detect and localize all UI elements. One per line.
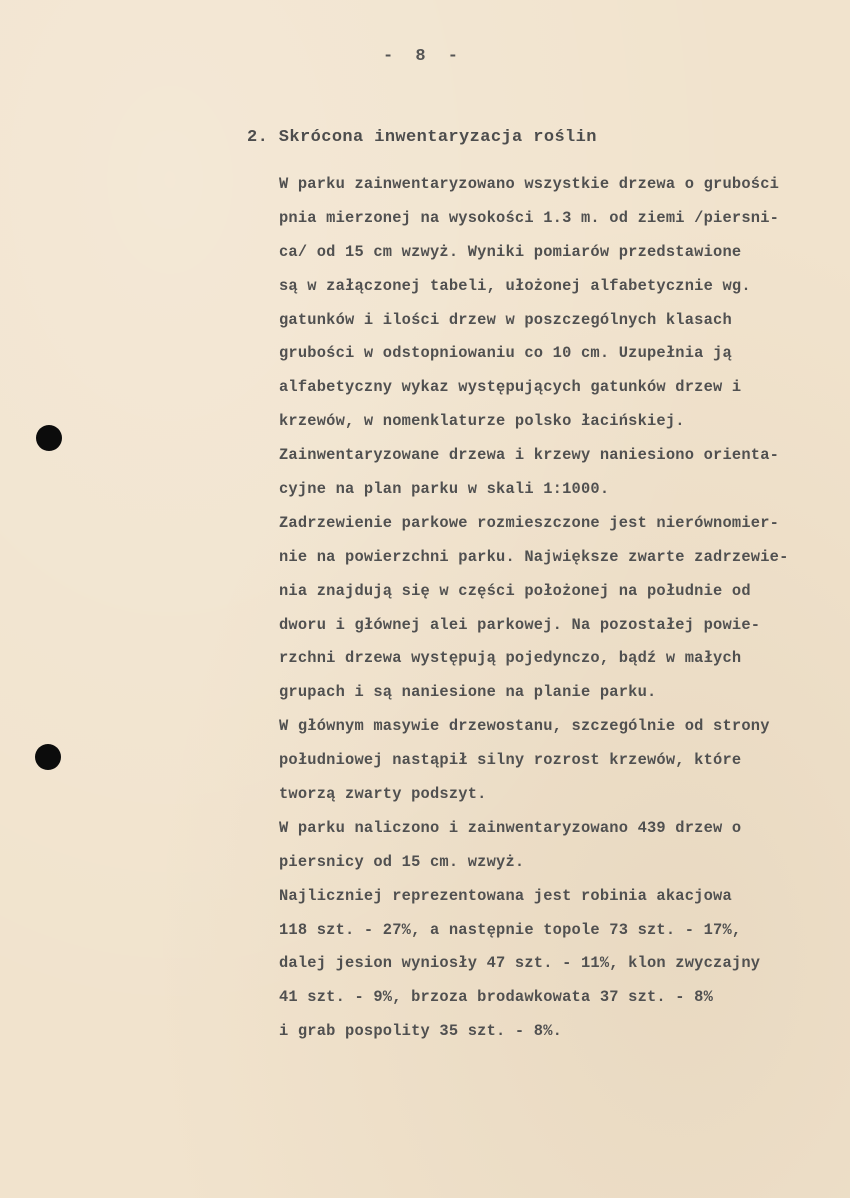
text-line: tworzą zwarty podszyt. — [279, 785, 487, 804]
text-line: Zainwentaryzowane drzewa i krzewy naniesiono orienta- — [279, 446, 780, 465]
body-text — [279, 168, 839, 1049]
text-line: ca/ od 15 cm wzwyż. Wyniki pomiarów przedstawione — [279, 242, 742, 261]
text-line: nia znajdują się w części położonej na południe od — [279, 581, 751, 600]
text-line: piersnicy od 15 cm. wzwyż. — [279, 852, 525, 871]
text-line: i grab pospolity 35 szt. - 8%. — [279, 1022, 563, 1041]
text-line: grubości w odstopniowaniu co 10 cm. Uzupełnia ją — [279, 344, 732, 363]
text-line: Najliczniej reprezentowana jest robinia akacjowa — [279, 886, 732, 905]
punch-hole — [35, 744, 61, 770]
text-line: gatunków i ilości drzew w poszczególnych klasach — [279, 310, 732, 329]
punch-hole — [36, 425, 62, 451]
text-line: W parku naliczono i zainwentaryzowano 439 drzew o — [279, 818, 742, 837]
section-heading: 2. Skrócona inwentaryzacja roślin — [247, 128, 597, 147]
text-line: pnia mierzonej na wysokości 1.3 m. od ziemi /piersni- — [279, 208, 780, 227]
text-line: grupach i są naniesione na planie parku. — [279, 683, 657, 702]
text-line: rzchni drzewa występują pojedynczo, bądź w małych — [279, 649, 742, 668]
text-line: 41 szt. - 9%, brzoza brodawkowata 37 szt. - 8% — [279, 988, 714, 1007]
text-line: dworu i głównej alei parkowej. Na pozostałej powie- — [279, 615, 761, 634]
text-line: są w załączonej tabeli, ułożonej alfabetycznie wg. — [279, 276, 751, 295]
page-number: - 8 - — [383, 47, 465, 66]
text-line: południowej nastąpił silny rozrost krzewów, które — [279, 751, 742, 770]
text-line: cyjne na plan parku w skali 1:1000. — [279, 480, 610, 499]
text-line: 118 szt. - 27%, a następnie topole 73 szt. - 17%, — [279, 920, 742, 939]
text-line: W parku zainwentaryzowano wszystkie drzewa o grubości — [279, 175, 780, 193]
text-line: W głównym masywie drzewostanu, szczególnie od strony — [279, 717, 770, 736]
text-line: Zadrzewienie parkowe rozmieszczone jest nierównomier- — [279, 513, 780, 532]
text-line: nie na powierzchni parku. Największe zwarte zadrzewie- — [279, 547, 789, 566]
text-line: alfabetyczny wykaz występujących gatunków drzew i — [279, 378, 742, 397]
text-line: krzewów, w nomenklaturze polsko łacińskiej. — [279, 412, 685, 431]
text-line: dalej jesion wyniosły 47 szt. - 11%, klon zwyczajny — [279, 954, 761, 973]
